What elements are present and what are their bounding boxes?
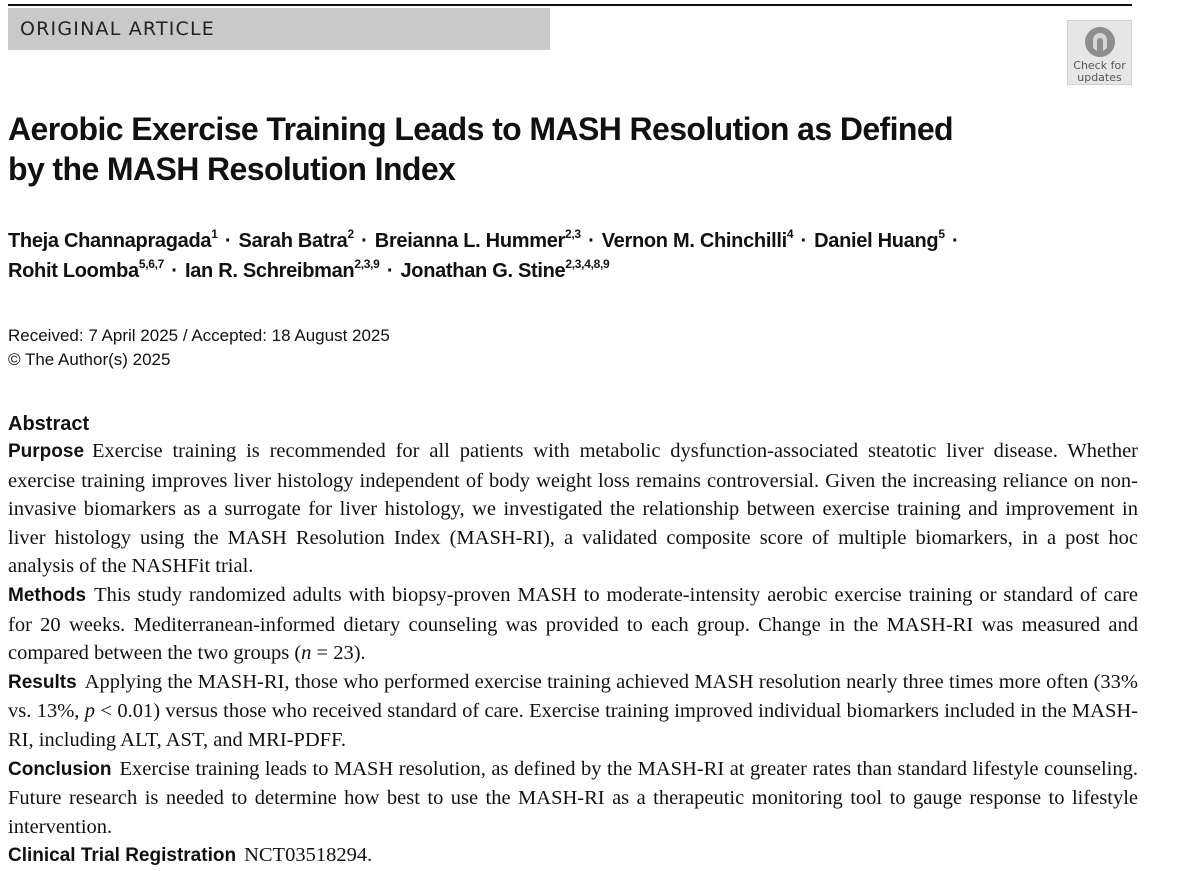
results-label: Results — [8, 671, 77, 693]
registration-number[interactable]: NCT03518294. — [244, 844, 373, 867]
author-affiliation: 5,6,7 — [138, 257, 165, 271]
article-title — [8, 109, 1008, 189]
author-separator: · — [224, 230, 232, 252]
abstract-section — [8, 411, 1138, 871]
clinical-trial-registration — [8, 841, 1138, 871]
author[interactable]: Sarah Batra$^2$ — [238, 227, 354, 252]
abstract-heading: Abstract — [8, 413, 90, 435]
author[interactable]: Ian R. Schreibman$^{2,3,9}$ — [184, 257, 380, 282]
author-affiliation: 2,3,9 — [354, 257, 380, 271]
author[interactable]: Daniel Huang$^5$ — [814, 227, 945, 252]
sample-size-symbol: n — [301, 642, 312, 665]
abstract-methods — [8, 581, 1138, 668]
check-for-updates-line2: updates — [1077, 71, 1122, 84]
article-type-banner: ORIGINAL ARTICLE — [8, 8, 550, 50]
check-for-updates-icon — [1083, 25, 1117, 59]
author[interactable]: Theja Channapragada$^1$ — [8, 227, 218, 252]
results-text: Applying the MASH-RI, those who performed exercise training achieved MASH resolution nearly three times more often (33% vs. 13%, — [8, 670, 1138, 723]
purpose-label: Purpose — [8, 441, 85, 462]
author-affiliation: 5 — [938, 227, 945, 241]
results-text-end: < 0.01) versus those who received standard of care. Exercise training improved individual biomarkers included in the MASH-RI, including ALT, AST, and MRI-PDFF. — [8, 700, 1138, 751]
abstract-results — [8, 668, 1138, 755]
author-separator: · — [171, 260, 178, 282]
author-separator: · — [361, 230, 368, 252]
author-line-2 — [8, 256, 1158, 286]
methods-label: Methods — [8, 584, 87, 606]
p-value-symbol: p — [84, 700, 96, 723]
methods-text-end: = 23). — [311, 642, 366, 665]
author-affiliation: 2,3,4,8,9 — [565, 257, 610, 271]
copyright-notice: © The Author(s) 2025 — [8, 350, 171, 369]
title-line-2: by the MASH Resolution Index — [8, 151, 456, 187]
author-separator: · — [588, 230, 595, 252]
check-for-updates-line1: Check for — [1073, 59, 1126, 72]
author-affiliation: 2 — [347, 227, 354, 241]
author-affiliation: 1 — [211, 227, 218, 241]
author-affiliation: 4 — [786, 227, 794, 241]
author-affiliation: 2,3 — [565, 227, 581, 241]
abstract-purpose — [8, 437, 1138, 581]
author-separator: · — [800, 230, 807, 252]
author[interactable]: Breianna L. Hummer$^{2,3}$ — [374, 227, 581, 252]
title-line-1: Aerobic Exercise Training Leads to MASH Resolution as Defined — [8, 111, 953, 147]
methods-text: This study randomized adults with biopsy-proven MASH to moderate-intensity aerobic exercise training or standard of care for 20 weeks. Mediterranean-informed dietary counseling was provided to each group. Change in the MASH-RI was measured and compared between the two groups ( — [8, 583, 1138, 665]
registration-label: Clinical Trial Registration — [8, 845, 237, 867]
author[interactable]: Vernon M. Chinchilli$^4$ — [601, 227, 794, 252]
received-accepted-dates: Received: 7 April 2025 / Accepted: 18 August 2025 — [8, 326, 390, 345]
author-list — [8, 226, 1158, 286]
purpose-text: Exercise training is recommended for all patients with metabolic dysfunction-associated steatotic liver disease. Whether exercise training improves liver histology independent of body weight loss remains controversial. Given the increasing reliance on non-invasive biomarkers as a surrogate for liver histology, we investigated the relationship between exercise training and improvement in liver histology using the MASH Resolution Index (MASH-RI), a validated composite score of multiple biomarkers, in a post hoc analysis of the NASHFit trial. — [8, 440, 1138, 578]
conclusion-text: Exercise training leads to MASH resolution, as defined by the MASH-RI at greater rates than standard lifestyle counseling. Future research is needed to determine how best to use the MASH-RI as a therapeutic monitoring tool to gauge response to lifestyle intervention. — [8, 757, 1138, 838]
author[interactable]: Jonathan G. Stine$^{2,3,4,8,9}$ — [400, 257, 610, 282]
publication-dates — [8, 324, 390, 372]
check-for-updates-badge[interactable] — [1067, 20, 1132, 85]
author[interactable]: Rohit Loomba$^{5,6,7}$ — [8, 257, 165, 282]
top-rule — [8, 4, 1132, 6]
abstract-conclusion — [8, 755, 1138, 842]
author-separator: · — [386, 260, 394, 282]
author-separator: · — [951, 230, 959, 252]
author-line-1 — [8, 226, 1158, 256]
conclusion-label: Conclusion — [8, 758, 112, 780]
